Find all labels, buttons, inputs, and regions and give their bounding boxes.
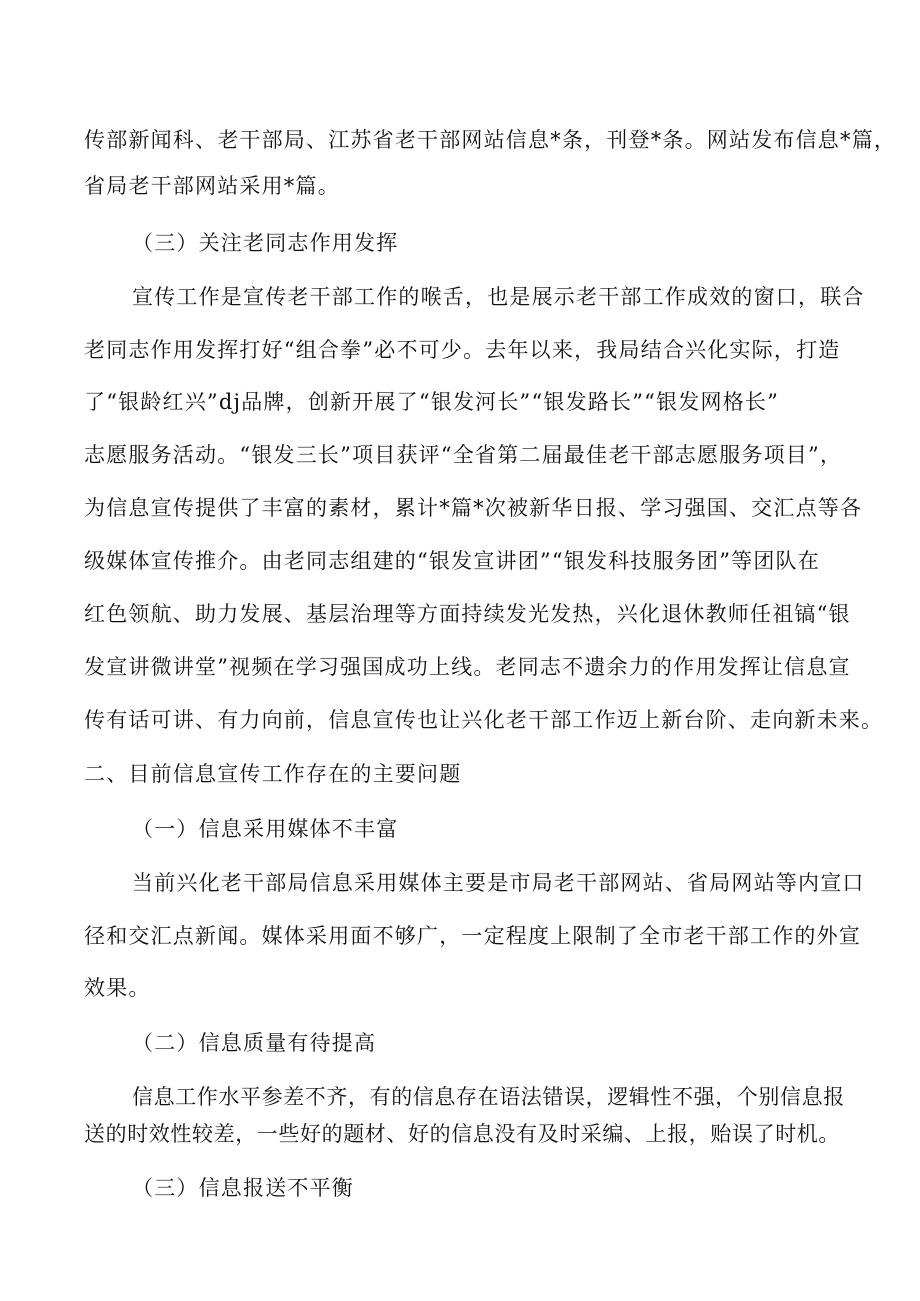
paragraph-line: 红色领航、助力发展、基层治理等方面持续发光发热，兴化退休教师任祖镐“银 bbox=[84, 602, 851, 626]
paragraph-line: 送的时效性较差，一些好的题材、好的信息没有及时采编、上报，贻误了时机。 bbox=[84, 1122, 840, 1146]
subsection-heading: （一）信息采用媒体不丰富 bbox=[132, 817, 399, 841]
paragraph-line: 老同志作用发挥打好“组合拳”必不可少。去年以来，我局结合兴化实际，打造 bbox=[84, 338, 841, 362]
paragraph-line: 为信息宣传提供了丰富的素材，累计*篇*次被新华日报、学习强国、交汇点等各 bbox=[84, 496, 863, 520]
paragraph-line: 发宣讲微讲堂”视频在学习强国成功上线。老同志不遗余力的作用发挥让信息宣 bbox=[84, 655, 851, 679]
subsection-heading: （三）信息报送不平衡 bbox=[132, 1176, 354, 1200]
subsection-heading: （二）信息质量有待提高 bbox=[132, 1031, 377, 1055]
paragraph-line: 省局老干部网站采用*篇。 bbox=[84, 174, 340, 198]
paragraph-line: 当前兴化老干部局信息采用媒体主要是市局老干部网站、省局网站等内宣口 bbox=[132, 871, 865, 895]
paragraph-line: 级媒体宣传推介。由老同志组建的“银发宣讲团”“银发科技服务团”等团队在 bbox=[84, 549, 820, 573]
paragraph-line: 信息工作水平参差不齐，有的信息存在语法错误，逻辑性不强，个别信息报 bbox=[132, 1085, 845, 1109]
section-heading: 二、目前信息宣传工作存在的主要问题 bbox=[84, 762, 462, 786]
paragraph-line: 效果。 bbox=[84, 976, 151, 1000]
paragraph-line: 宣传工作是宣传老干部工作的喉舌，也是展示老干部工作成效的窗口，联合 bbox=[132, 285, 865, 309]
paragraph-line: 了“银龄红兴”dj品牌，创新开展了“银发河长”“银发路长”“银发网格长” bbox=[84, 390, 780, 414]
paragraph-line: 志愿服务活动。“银发三长”项目获评“全省第二届最佳老干部志愿服务项目”， bbox=[84, 443, 843, 467]
paragraph-line: 径和交汇点新闻。媒体采用面不够广，一定程度上限制了全市老干部工作的外宣 bbox=[84, 924, 861, 948]
subsection-heading: （三）关注老同志作用发挥 bbox=[132, 231, 399, 255]
paragraph-line: 传部新闻科、老干部局、江苏省老干部网站信息*条，刊登*条。网站发布信息*篇， bbox=[84, 128, 897, 152]
paragraph-line: 传有话可讲、有力向前，信息宣传也让兴化老干部工作迈上新台阶、走向新未来。 bbox=[84, 708, 884, 732]
